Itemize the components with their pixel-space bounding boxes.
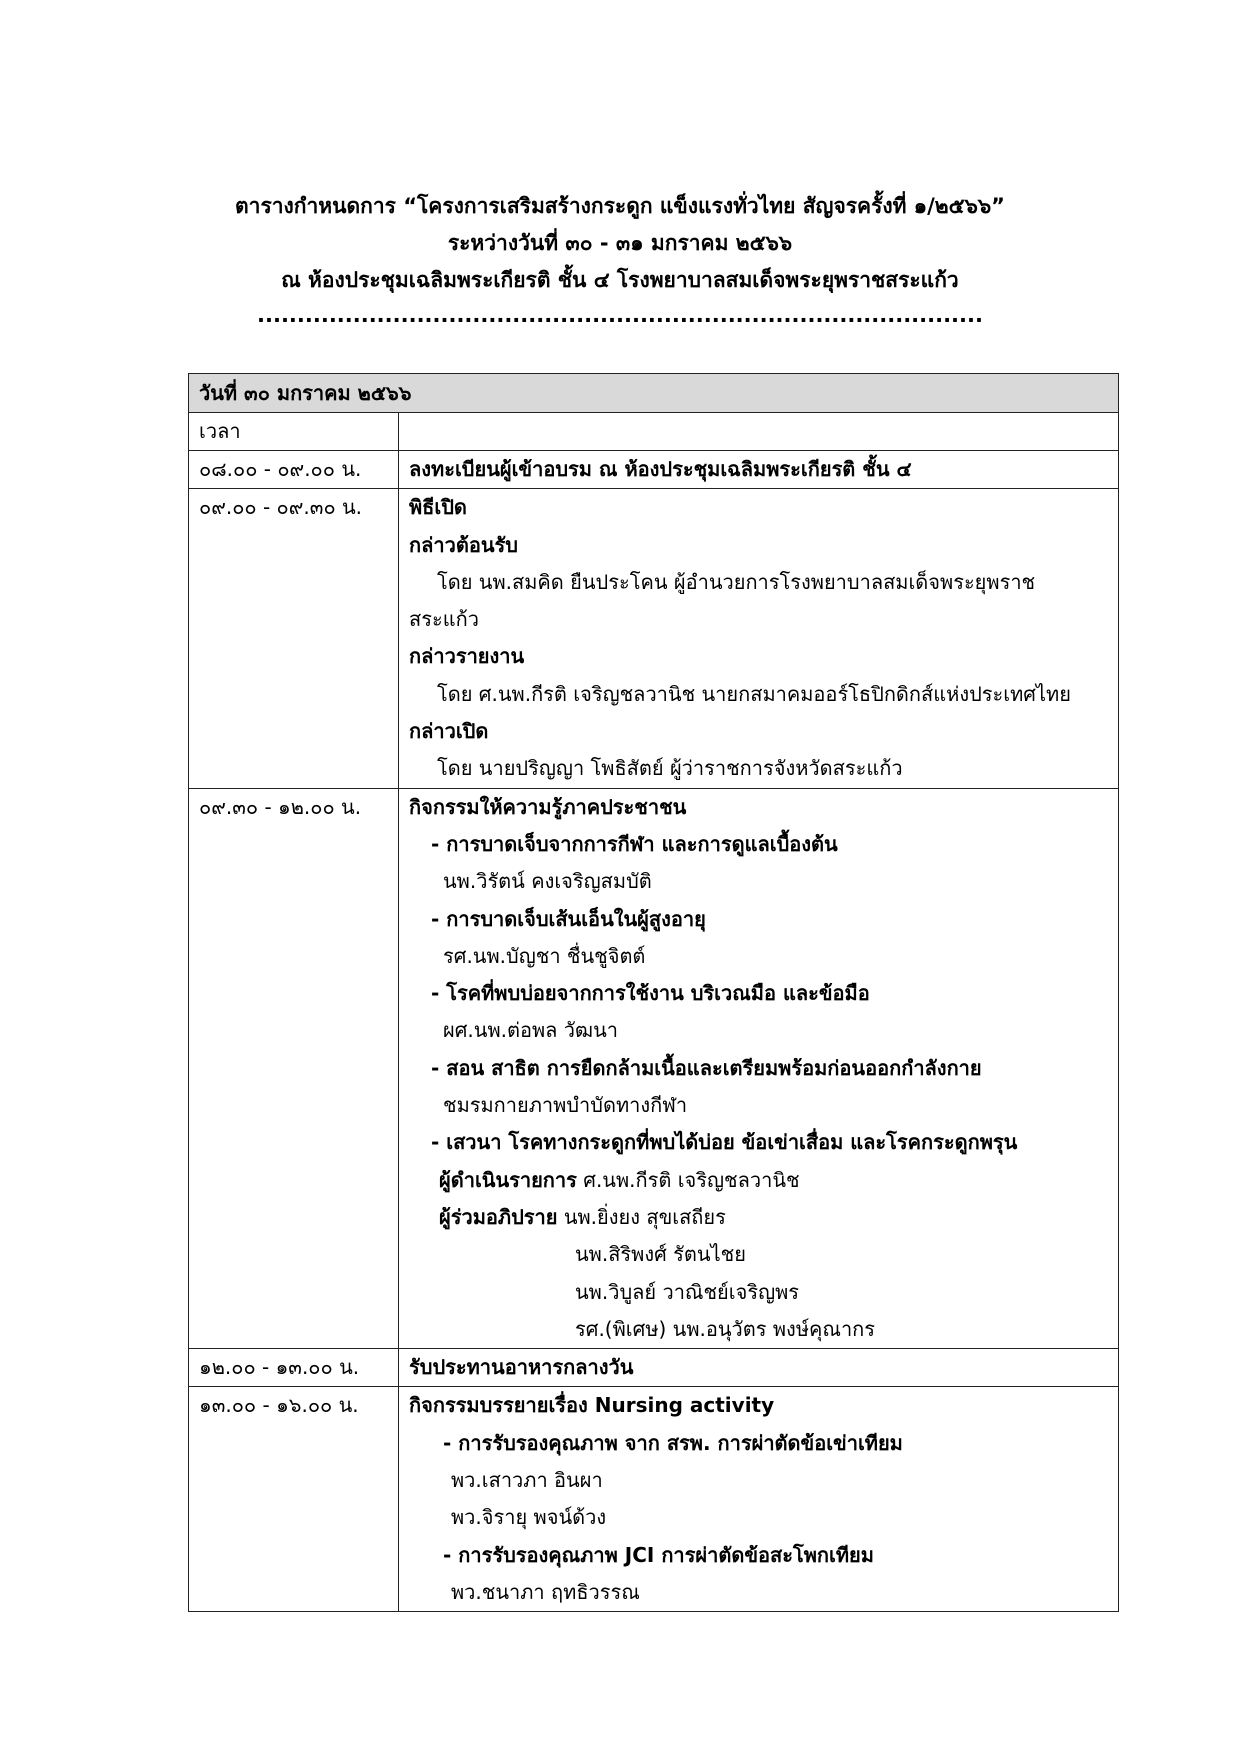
panelist-name: รศ.(พิเศษ) นพ.อนุวัตร พงษ์คุณากร (575, 1316, 876, 1341)
date-range: ระหว่างวันที่ ๓๐ - ๓๑ มกราคม ๒๕๖๖ (447, 231, 793, 255)
speaker-line: ชมรมกายภาพบำบัดทางกีฬา (443, 1093, 688, 1118)
table-row (189, 489, 1119, 788)
activity-column-header (399, 413, 1119, 451)
table-row (189, 1387, 1119, 1612)
speaker-line: โดย ศ.นพ.กีรติ เจริญชลวานิช นายกสมาคมออร์โธปิกดิกส์แห่งประเทศไทย (437, 681, 1071, 706)
section-heading: กิจกรรมบรรยายเรื่อง Nursing activity (409, 1393, 775, 1418)
topic-line: - การบาดเจ็บเส้นเอ็นในผู้สูงอายุ (431, 906, 706, 931)
activity-line: รับประทานอาหารกลางวัน (409, 1355, 634, 1380)
moderator-name: ศ.นพ.กีรติ เจริญชลวานิช (583, 1167, 800, 1192)
table-row (189, 1349, 1119, 1387)
subheading: กล่าวเปิด (409, 719, 489, 744)
activity-cell (399, 451, 1119, 489)
topic-line: - การรับรองคุณภาพ จาก สรพ. การผ่าตัดข้อเข่าเทียม (443, 1430, 903, 1455)
topic-line: - เสวนา โรคทางกระดูกที่พบได้บ่อย ข้อเข่าเสื่อม และโรคกระดูกพรุน (431, 1130, 1018, 1155)
section-heading: กิจกรรมให้ความรู้ภาคประชาชน (409, 794, 687, 819)
panelist-label: ผู้ร่วมอภิปราย (439, 1204, 558, 1229)
panelist-name: นพ.วิบูลย์ วาณิชย์เจริญพร (575, 1279, 800, 1304)
activity-cell (399, 1387, 1119, 1612)
panelist-name: นพ.ยิ่งยง สุขเสถียร (563, 1204, 726, 1229)
speaker-line: สระแก้ว (409, 607, 479, 632)
panelist-line (409, 1199, 1108, 1236)
speaker-line: ผศ.นพ.ต่อพล วัฒนา (443, 1018, 618, 1043)
time-cell: ๐๙.๓๐ - ๑๒.๐๐ น. (189, 788, 399, 1348)
document-title: ตารางกำหนดการ “โครงการเสริมสร้างกระดูก แข็งแรงทั่วไทย สัญจรครั้งที่ ๑/๒๕๖๖” (235, 194, 1005, 218)
column-header-row (189, 413, 1119, 451)
venue: ณ ห้องประชุมเฉลิมพระเกียรติ ชั้น ๔ โรงพยาบาลสมเด็จพระยุพราชสระแก้ว (281, 268, 959, 292)
speaker-line: โดย นพ.สมคิด ยืนประโคน ผู้อำนวยการโรงพยาบาลสมเด็จพระยุพราช (437, 569, 1036, 594)
topic-line: - โรคที่พบบ่อยจากการใช้งาน บริเวณมือ และข้อมือ (431, 981, 870, 1006)
time-column-header: เวลา (189, 413, 399, 451)
table-row (189, 451, 1119, 489)
moderator-label: ผู้ดำเนินรายการ (439, 1167, 577, 1192)
topic-line: - การบาดเจ็บจากการกีฬา และการดูแลเบื้องต้น (431, 831, 838, 856)
speaker-line: พว.ชนาภา ฤทธิวรรณ (451, 1579, 640, 1604)
schedule-table (188, 373, 1119, 1612)
moderator-line (409, 1162, 1108, 1199)
activity-cell (399, 1349, 1119, 1387)
day-title: วันที่ ๓๐ มกราคม ๒๕๖๖ (189, 374, 1119, 413)
time-cell: ๑๒.๐๐ - ๑๓.๐๐ น. (189, 1349, 399, 1387)
time-cell: ๐๘.๐๐ - ๐๙.๐๐ น. (189, 451, 399, 489)
day-header-row (189, 374, 1119, 413)
activity-cell (399, 788, 1119, 1348)
speaker-line: นพ.วิรัตน์ คงเจริญสมบัติ (443, 869, 652, 894)
speaker-line: พว.เสาวภา อินผา (451, 1468, 603, 1493)
activity-line: ลงทะเบียนผู้เข้าอบรม ณ ห้องประชุมเฉลิมพระเกียรติ ชั้น ๔ (409, 457, 912, 481)
speaker-line: พว.จิรายุ พจน์ด้วง (451, 1505, 607, 1530)
topic-line: - การรับรองคุณภาพ JCI การผ่าตัดข้อสะโพกเทียม (443, 1542, 874, 1567)
subheading: กล่าวต้อนรับ (409, 532, 518, 557)
dotted-separator: ........................................................................................... (257, 303, 983, 327)
speaker-line: โดย นายปริญญา โพธิสัตย์ ผู้ว่าราชการจังหวัดสระแก้ว (437, 756, 903, 781)
document-header (0, 188, 1240, 334)
subheading: กล่าวรายงาน (409, 644, 525, 669)
section-heading: พิธีเปิด (409, 495, 467, 520)
speaker-line: รศ.นพ.บัญชา ชื่นชูจิตต์ (443, 943, 646, 968)
panelist-name: นพ.สิริพงศ์ รัตนไชย (575, 1242, 746, 1267)
time-cell: ๐๙.๐๐ - ๐๙.๓๐ น. (189, 489, 399, 788)
topic-line: - สอน สาธิต การยืดกล้ามเนื้อและเตรียมพร้อมก่อนออกกำลังกาย (431, 1055, 982, 1080)
table-row (189, 788, 1119, 1348)
time-cell: ๑๓.๐๐ - ๑๖.๐๐ น. (189, 1387, 399, 1612)
activity-cell (399, 489, 1119, 788)
